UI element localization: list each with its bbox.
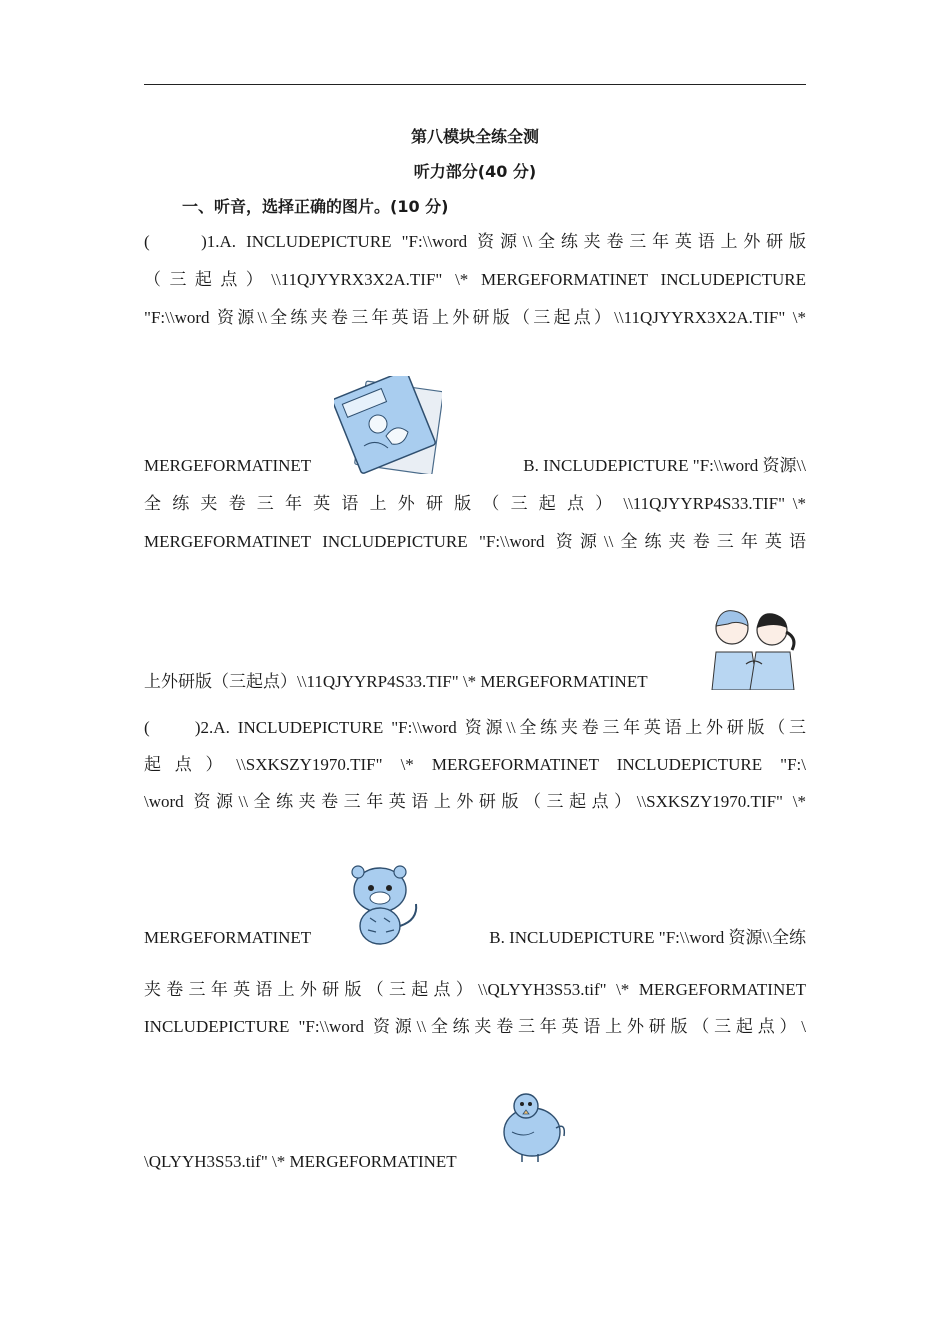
tiger-picture [340, 862, 428, 946]
q2-line-4b: B. INCLUDEPICTURE "F:\\word 资源\\全练 [489, 928, 806, 947]
q1-line-7: 上外研版（三起点）\\11QJYYRP4S33.TIF" \* MERGEFORMATINET [144, 672, 648, 691]
q2-line-2: 起点）\\SXKSZY1970.TIF" \* MERGEFORMATINET INCLUDEPICTURE "F:\ [144, 755, 806, 774]
q2-line-5: 夹卷三年英语上外研版（三起点）\\QLYYH3S53.tif" \* MERGEFORMATINET [144, 980, 806, 999]
page-subtitle: 听力部分(40 分) [413, 162, 537, 181]
q1-line-5: 全 练 夹 卷 三 年 英 语 上 外 研 版 （ 三 起 点 ） \\11QJYYRP4S33.TIF" \* [144, 494, 806, 513]
q1-line-6: MERGEFORMATINET INCLUDEPICTURE "F:\\word 资源\\全练夹卷三年英语 [144, 532, 806, 551]
magazine-picture [334, 376, 442, 474]
section-heading: 一、听音，选择正确的图片。(10 分) [182, 197, 449, 216]
q2-line-6: INCLUDEPICTURE "F:\\word 资源\\全练夹卷三年英语上外研版（三起点）\ [144, 1017, 806, 1036]
q2-line-3: \word 资源\\全练夹卷三年英语上外研版（三起点）\\SXKSZY1970.TIF" \* [144, 792, 806, 811]
page-title: 第八模块全练全测 [410, 127, 539, 146]
q2-line-1: ( )2.A. INCLUDEPICTURE "F:\\word 资源\\全练夹卷三年英语上外研版（三 [144, 718, 806, 737]
q2-line-4a: MERGEFORMATINET [144, 928, 312, 947]
q1-line-3: "F:\\word 资源\\全练夹卷三年英语上外研版（三起点）\\11QJYYRX3X2A.TIF" \* [144, 308, 806, 327]
q1-line-4a: MERGEFORMATINET [144, 456, 312, 475]
q1-line-2: （三起点）\\11QJYYRX3X2A.TIF" \* MERGEFORMATINET INCLUDEPICTURE [144, 270, 806, 289]
header-rule [144, 84, 806, 85]
two-girls-picture [700, 602, 804, 690]
q1-line-1: ( )1.A. INCLUDEPICTURE "F:\\word 资源\\全练夹卷三年英语上外研版 [144, 232, 806, 251]
q2-line-7: \QLYYH3S53.tif" \* MERGEFORMATINET [144, 1152, 457, 1171]
q1-line-4b: B. INCLUDEPICTURE "F:\\word 资源\\ [523, 456, 806, 475]
bird-picture [498, 1088, 568, 1168]
